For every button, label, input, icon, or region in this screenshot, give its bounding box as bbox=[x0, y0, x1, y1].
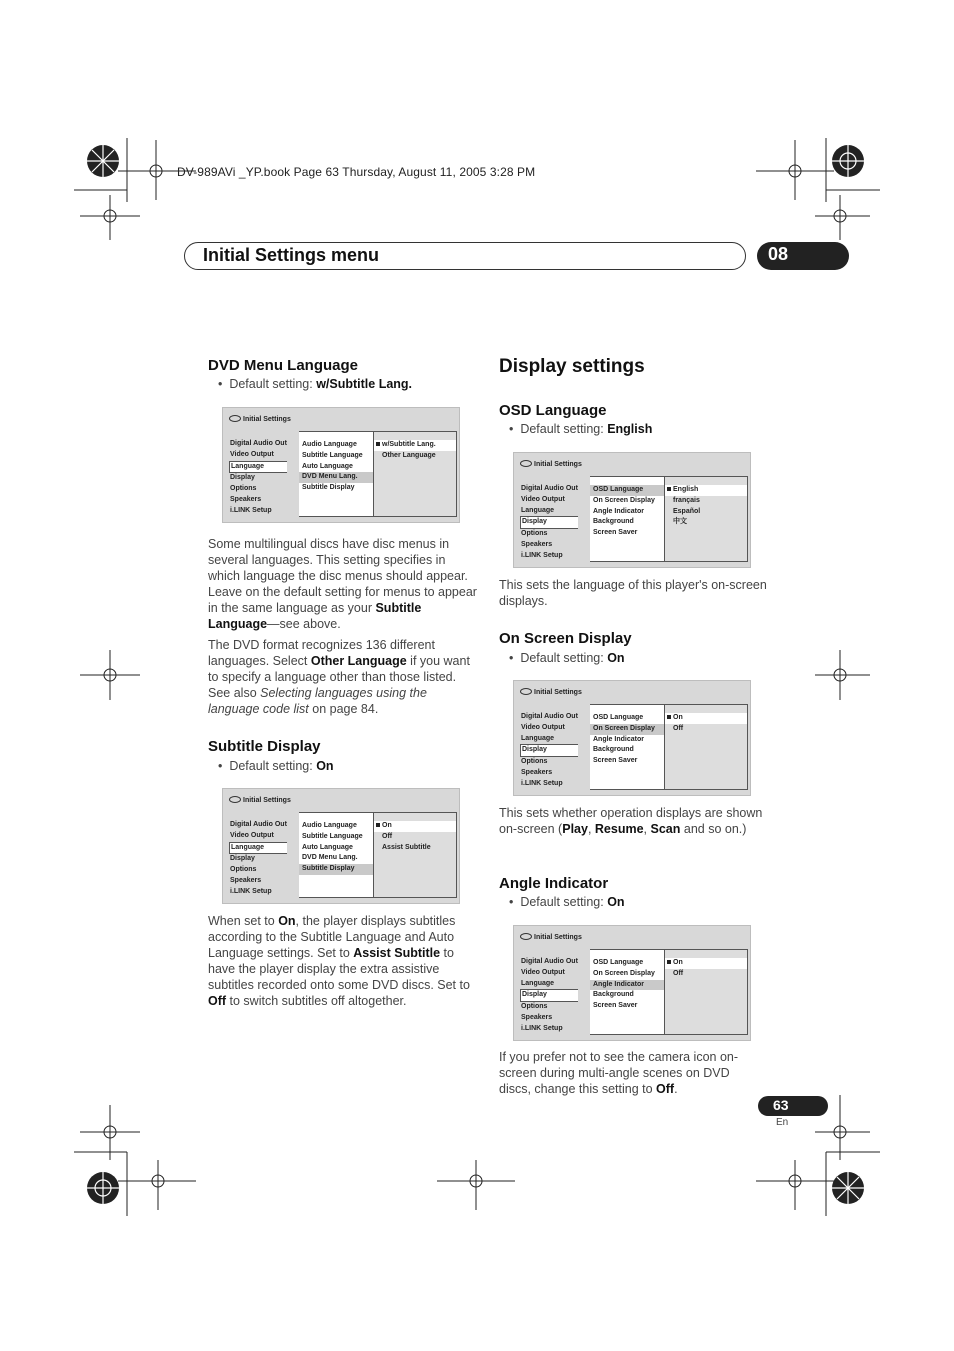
menu-sub-item-selected: Subtitle Display bbox=[299, 864, 373, 875]
dvd-menu-language-text-2: The DVD format recognizes 136 different languages. Select Other Language if you want to specify a language other than those listed. See also Selecting languages using the language code list on page 84. bbox=[208, 638, 470, 716]
menu-item: Speakers bbox=[230, 876, 262, 884]
dvd-menu-language-heading: DVD Menu Language bbox=[208, 357, 359, 374]
language-code: En bbox=[776, 1117, 789, 1128]
osd-language-heading: OSD Language bbox=[499, 402, 607, 419]
menu-item: Language bbox=[521, 506, 555, 514]
menu-item: i.LINK Setup bbox=[230, 506, 272, 514]
osd-language-default: • Default setting: English bbox=[509, 422, 653, 436]
section-title-bar bbox=[184, 242, 746, 270]
menu-item: Video Output bbox=[521, 723, 565, 731]
menu-option-list bbox=[373, 431, 457, 517]
menu-main-list bbox=[229, 820, 287, 898]
menu-item-selected: Display bbox=[520, 744, 578, 757]
disc-icon bbox=[520, 688, 532, 695]
menu-item: i.LINK Setup bbox=[521, 1024, 563, 1032]
menu-title: Initial Settings bbox=[243, 797, 291, 804]
menu-item: Options bbox=[521, 758, 548, 766]
menu-item-selected: Language bbox=[229, 461, 287, 474]
menu-item: Digital Audio Out bbox=[521, 713, 578, 720]
menu-screenshot-subtitle-display bbox=[222, 788, 460, 904]
disc-icon bbox=[229, 796, 241, 803]
menu-item: Display bbox=[230, 474, 255, 482]
menu-option-list bbox=[373, 812, 457, 898]
menu-item: Options bbox=[521, 530, 548, 538]
menu-option-selected: w/Subtitle Lang. bbox=[374, 440, 456, 451]
dvd-menu-language-default: • Default setting: w/Subtitle Lang. bbox=[218, 377, 413, 391]
menu-item: Options bbox=[230, 485, 257, 493]
menu-item: Digital Audio Out bbox=[521, 958, 578, 965]
menu-main-list bbox=[520, 484, 578, 562]
menu-item: i.LINK Setup bbox=[230, 887, 272, 895]
menu-item: Digital Audio Out bbox=[230, 821, 287, 828]
menu-sub-item: Screen Saver bbox=[593, 1002, 638, 1010]
menu-item: Options bbox=[230, 866, 257, 874]
menu-option: Off bbox=[673, 969, 684, 977]
menu-option: 中文 bbox=[673, 518, 687, 526]
on-screen-display-default: • Default setting: On bbox=[509, 651, 625, 665]
menu-sub-item: Subtitle Language bbox=[302, 451, 363, 459]
menu-option-selected: English bbox=[665, 485, 747, 496]
menu-sub-item: Auto Language bbox=[302, 462, 353, 470]
menu-title: Initial Settings bbox=[534, 934, 582, 941]
menu-option: Other Language bbox=[382, 451, 436, 459]
menu-item: Language bbox=[521, 979, 555, 987]
menu-main-list bbox=[520, 957, 578, 1035]
menu-sub-list bbox=[299, 431, 374, 517]
menu-sub-list bbox=[590, 476, 665, 562]
page-number: 63 bbox=[773, 1097, 789, 1113]
angle-indicator-text: If you prefer not to see the camera icon on-screen during multi-angle scenes on DVD discs, change this setting to Off. bbox=[499, 1050, 739, 1096]
menu-option-list bbox=[664, 704, 748, 790]
menu-sub-item: Screen Saver bbox=[593, 757, 638, 765]
menu-sub-item: OSD Language bbox=[593, 714, 644, 721]
menu-item: Speakers bbox=[230, 495, 262, 503]
menu-title: Initial Settings bbox=[243, 416, 291, 423]
print-slug: DV-989AVi _YP.book Page 63 Thursday, August 11, 2005 3:28 PM bbox=[177, 165, 536, 179]
angle-indicator-heading: Angle Indicator bbox=[499, 875, 609, 892]
menu-sub-item: On Screen Display bbox=[593, 969, 655, 977]
osd-language-text: This sets the language of this player's on-screen displays. bbox=[499, 578, 767, 608]
menu-title: Initial Settings bbox=[534, 461, 582, 468]
menu-main-list bbox=[229, 439, 287, 517]
menu-sub-item: Background bbox=[593, 991, 634, 999]
dvd-menu-language-text: Some multilingual discs have disc menus in several languages. This setting specifies in which language the disc menus should appear. Leave on the default setting for menus to appear in the same language as your Subtitle Language—see above. bbox=[208, 537, 477, 631]
menu-screenshot-osd-language bbox=[513, 452, 751, 568]
menu-sub-item: Angle Indicator bbox=[593, 735, 644, 743]
menu-sub-item: Audio Language bbox=[302, 822, 357, 829]
menu-item: Digital Audio Out bbox=[521, 485, 578, 492]
menu-sub-item: On Screen Display bbox=[593, 496, 655, 504]
angle-indicator-default: • Default setting: On bbox=[509, 895, 625, 909]
menu-option: Off bbox=[382, 832, 393, 840]
menu-option-selected: On bbox=[665, 958, 747, 969]
disc-icon bbox=[520, 933, 532, 940]
menu-item: Speakers bbox=[521, 540, 553, 548]
menu-sub-list bbox=[299, 812, 374, 898]
menu-item: Display bbox=[230, 855, 255, 863]
menu-sub-item: Subtitle Display bbox=[302, 484, 355, 492]
menu-sub-item: Subtitle Language bbox=[302, 832, 363, 840]
menu-item: Video Output bbox=[230, 831, 274, 839]
menu-sub-item: Audio Language bbox=[302, 441, 357, 448]
menu-option: Español bbox=[673, 507, 701, 515]
menu-title: Initial Settings bbox=[534, 689, 582, 696]
menu-item-selected: Display bbox=[520, 989, 578, 1002]
menu-item: i.LINK Setup bbox=[521, 551, 563, 559]
menu-item: Video Output bbox=[230, 450, 274, 458]
menu-item-selected: Display bbox=[520, 516, 578, 529]
disc-icon bbox=[520, 460, 532, 467]
menu-sub-item: DVD Menu Lang. bbox=[302, 854, 358, 862]
menu-sub-item: Background bbox=[593, 518, 634, 526]
menu-screenshot-on-screen-display bbox=[513, 680, 751, 796]
menu-screenshot-angle-indicator bbox=[513, 925, 751, 1041]
menu-option: français bbox=[673, 496, 700, 504]
menu-sub-item: Background bbox=[593, 746, 634, 754]
menu-sub-item-selected: On Screen Display bbox=[590, 724, 664, 735]
menu-option: Assist Subtitle bbox=[382, 843, 431, 851]
menu-option-list bbox=[664, 949, 748, 1035]
page-number-badge bbox=[758, 1096, 828, 1116]
on-screen-display-heading: On Screen Display bbox=[499, 630, 632, 647]
menu-sub-item: Angle Indicator bbox=[593, 507, 644, 515]
menu-option-selected: On bbox=[665, 713, 747, 724]
menu-item: Speakers bbox=[521, 1013, 553, 1021]
menu-sub-list bbox=[590, 949, 665, 1035]
menu-sub-item: Auto Language bbox=[302, 843, 353, 851]
menu-item-selected: Language bbox=[229, 842, 287, 855]
disc-icon bbox=[229, 415, 241, 422]
menu-item: i.LINK Setup bbox=[521, 779, 563, 787]
subtitle-display-text: When set to On, the player displays subtitles according to the Subtitle Language and Auto Language settings. Set to Assist Subtitle to have the player display the extra assistive subtitles recorded onto some DVD discs. Set to Off to switch subtitles off altogether. bbox=[208, 914, 470, 1008]
subtitle-display-heading: Subtitle Display bbox=[208, 738, 321, 755]
menu-item: Video Output bbox=[521, 968, 565, 976]
menu-item: Digital Audio Out bbox=[230, 440, 287, 447]
menu-sub-item-selected: OSD Language bbox=[590, 485, 664, 496]
menu-option-list bbox=[664, 476, 748, 562]
menu-sub-item-selected: Angle Indicator bbox=[590, 980, 664, 991]
page-title: Initial Settings menu bbox=[203, 245, 380, 265]
menu-sub-item: Screen Saver bbox=[593, 529, 638, 537]
display-settings-heading: Display settings bbox=[499, 356, 645, 377]
menu-item: Options bbox=[521, 1003, 548, 1011]
menu-item: Language bbox=[521, 734, 555, 742]
menu-sub-item: OSD Language bbox=[593, 959, 644, 966]
on-screen-display-text: This sets whether operation displays are shown on-screen (Play, Resume, Scan and so on.) bbox=[499, 806, 763, 836]
menu-main-list bbox=[520, 712, 578, 790]
menu-item: Video Output bbox=[521, 495, 565, 503]
menu-sub-list bbox=[590, 704, 665, 790]
chapter-number: 08 bbox=[768, 244, 789, 264]
menu-option-selected: On bbox=[374, 821, 456, 832]
menu-item: Speakers bbox=[521, 768, 553, 776]
chapter-badge bbox=[757, 242, 849, 270]
menu-screenshot-dvd-menu-lang bbox=[222, 407, 460, 523]
subtitle-display-default: • Default setting: On bbox=[218, 759, 334, 773]
menu-sub-item-selected: DVD Menu Lang. bbox=[299, 472, 373, 483]
menu-option: Off bbox=[673, 724, 684, 732]
